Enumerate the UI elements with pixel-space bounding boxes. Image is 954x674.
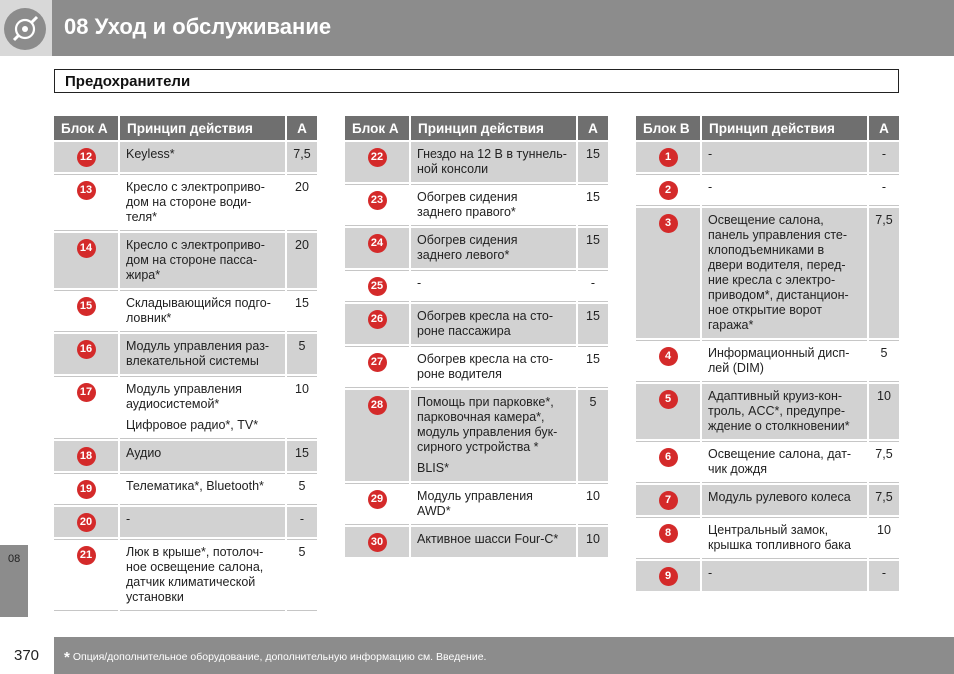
fuse-amperage: 10 [578,483,608,525]
table-header-row [54,116,317,140]
fuse-function-cell [411,346,576,388]
fuse-number-cell [345,483,409,525]
fuse-function: Освещение салона, дат- чик дождя [708,447,852,476]
fuse-number-badge: 14 [77,239,96,258]
fuse-amperage: - [287,507,317,537]
fuse-number-badge: 19 [77,480,96,499]
fuse-amperage: 15 [287,290,317,332]
fuse-amperage: - [869,174,899,206]
fuse-function-cell [120,233,285,288]
fuse-number-badge: 16 [77,340,96,359]
fuse-function-cell [120,334,285,374]
fuse-number-badge: 6 [659,448,678,467]
fuse-number-badge: 1 [659,148,678,167]
fuse-number-badge: 22 [368,148,387,167]
fuse-amperage: 15 [287,441,317,471]
fuse-number-cell [54,334,118,374]
fuse-function: - [708,180,713,194]
page-header [0,0,954,56]
fuse-amperage: 10 [869,384,899,439]
fuse-number-cell [345,270,409,302]
fuse-amperage: 15 [578,346,608,388]
table-row [345,527,608,557]
fuse-amperage: 5 [287,539,317,611]
fuse-function-cell [702,384,867,439]
header-block: Блок B [636,116,700,140]
table-row [54,376,317,439]
fuse-table-block-a-1 [52,114,319,613]
table-row [636,340,899,382]
fuse-number-cell [345,228,409,268]
fuse-function: Адаптивный круиз-кон- троль, ACC*, предупре- ждение о столкновении* [708,389,850,433]
fuse-number-cell [636,340,700,382]
table-row [636,174,899,206]
fuse-function: Кресло с электроприво- дом на стороне пасса- жира* [126,238,265,282]
fuse-number-cell [345,142,409,182]
table-row [636,384,899,439]
page-title: 08 Уход и обслуживание [64,14,332,39]
header-amperage: A [869,116,899,140]
table-row [54,142,317,172]
fuse-number-cell [636,174,700,206]
fuse-function-extra: BLIS* [417,461,449,475]
fuse-function-cell [702,441,867,483]
table-row [636,517,899,559]
fuse-function: Центральный замок, крышка топливного бака [708,523,851,552]
fuse-function: - [126,512,131,526]
fuse-function-cell [702,517,867,559]
fuse-function-cell [702,561,867,591]
fuse-function: - [708,147,713,161]
fuse-number-badge: 9 [659,567,678,586]
fuse-amperage: 10 [578,527,608,557]
table-row [54,290,317,332]
fuse-number-cell [345,184,409,226]
fuse-function: - [708,566,713,580]
fuse-amperage: 15 [578,304,608,344]
fuse-amperage: 15 [578,142,608,182]
fuse-amperage: - [869,142,899,172]
fuse-function: Аудио [126,446,162,460]
fuse-function-cell [411,483,576,525]
fuse-number-cell [54,233,118,288]
table-row [54,507,317,537]
header-amperage: A [578,116,608,140]
fuse-number-cell [636,384,700,439]
header-block: Блок A [54,116,118,140]
fuse-function-cell [120,376,285,439]
table-row [54,473,317,505]
header-function: Принцип действия [411,116,576,140]
fuse-amperage: 5 [287,473,317,505]
fuse-amperage: - [869,561,899,591]
fuse-number-badge: 12 [77,148,96,167]
fuse-function-cell [411,304,576,344]
fuse-amperage: 15 [578,184,608,226]
chapter-side-tab: 08 [0,545,28,617]
fuse-amperage: 5 [578,390,608,481]
table-row [636,561,899,591]
table-row [54,233,317,288]
fuse-number-badge: 30 [368,533,387,552]
fuse-amperage: 20 [287,233,317,288]
fuse-number-cell [636,441,700,483]
table-row [345,270,608,302]
fuse-function: Модуль управления аудиосистемой* [126,382,242,411]
fuse-amperage: 7,5 [869,485,899,515]
fuse-number-cell [636,142,700,172]
fuse-number-badge: 26 [368,310,387,329]
fuse-table-block-b [634,114,901,593]
fuse-function-cell [411,142,576,182]
chapter-logo [0,0,52,56]
fuse-function: Обогрев кресла на сто- роне пассажира [417,309,554,338]
fuse-number-badge: 4 [659,347,678,366]
footnote-star: * [64,649,70,666]
fuse-function: Люк в крыше*, потолоч- ное освещение салона, датчик климатической установки [126,545,264,604]
fuse-amperage: 5 [869,340,899,382]
fuse-function-cell [120,290,285,332]
fuse-number-cell [54,142,118,172]
wrench-gear-icon [4,8,46,50]
fuse-function: Освещение салона, панель управления сте- клоподъемниками в двери водителя, перед- ние кресла с электро- приводом*, дистанцион- ное открытие ворот гаража* [708,213,849,332]
fuse-number-cell [345,390,409,481]
table-row [54,174,317,231]
fuse-function-cell [411,527,576,557]
fuse-function-cell [120,473,285,505]
fuse-number-badge: 25 [368,277,387,296]
fuse-amperage: 7,5 [869,441,899,483]
header-block: Блок A [345,116,409,140]
page-number: 370 [14,647,40,664]
table-row [636,441,899,483]
fuse-function-cell [120,174,285,231]
fuse-number-cell [636,517,700,559]
fuse-number-badge: 24 [368,234,387,253]
fuse-function-cell [702,485,867,515]
table-row [345,142,608,182]
fuse-number-badge: 17 [77,383,96,402]
table-row [345,346,608,388]
header-function: Принцип действия [120,116,285,140]
fuse-number-badge: 18 [77,447,96,466]
fuse-number-cell [54,441,118,471]
fuse-number-badge: 15 [77,297,96,316]
fuse-number-cell [636,561,700,591]
fuse-function: - [417,276,422,290]
fuse-function-cell [411,390,576,481]
table-row [636,485,899,515]
fuse-table-block-a-2 [343,114,610,559]
header-function: Принцип действия [702,116,867,140]
fuse-number-badge: 20 [77,513,96,532]
fuse-number-cell [54,507,118,537]
fuse-function: Информационный дисп- лей (DIM) [708,346,850,375]
fuse-amperage: 20 [287,174,317,231]
fuse-function: Модуль рулевого колеса [708,490,851,504]
fuse-function-cell [120,507,285,537]
fuse-number-cell [54,290,118,332]
fuse-amperage: 15 [578,228,608,268]
fuse-number-cell [345,527,409,557]
fuse-function: Кресло с электроприво- дом на стороне води- теля* [126,180,265,224]
fuse-number-cell [54,539,118,611]
table-row [345,184,608,226]
fuse-number-badge: 27 [368,353,387,372]
fuse-number-badge: 7 [659,491,678,510]
fuse-amperage: 7,5 [869,208,899,338]
fuse-amperage: - [578,270,608,302]
fuse-amperage: 10 [869,517,899,559]
header-amperage: A [287,116,317,140]
fuse-number-badge: 5 [659,390,678,409]
fuse-number-badge: 23 [368,191,387,210]
table-header-row [636,116,899,140]
fuse-function: Keyless* [126,147,175,161]
fuse-number-cell [636,208,700,338]
table-row [636,142,899,172]
fuse-function-cell [411,228,576,268]
fuse-number-badge: 29 [368,490,387,509]
table-row [54,539,317,611]
section-title: Предохранители [54,69,899,93]
fuse-function: Обогрев кресла на сто- роне водителя [417,352,554,381]
fuse-function-extra: Цифровое радио*, TV* [126,418,259,432]
table-row [54,334,317,374]
table-row [54,441,317,471]
fuse-function-cell [411,270,576,302]
fuse-function-cell [120,441,285,471]
fuse-number-cell [345,304,409,344]
fuse-number-badge: 21 [77,546,96,565]
fuse-amperage: 5 [287,334,317,374]
table-row [636,208,899,338]
fuse-function-cell [702,174,867,206]
fuse-function-cell [411,184,576,226]
fuse-number-cell [54,376,118,439]
fuse-function: Модуль управления AWD* [417,489,533,518]
fuse-function-cell [120,142,285,172]
fuse-number-cell [345,346,409,388]
table-row [345,304,608,344]
fuse-function-cell [702,340,867,382]
fuse-function: Модуль управления раз- влекательной системы [126,339,270,368]
fuse-function-cell [120,539,285,611]
fuse-amperage: 10 [287,376,317,439]
table-row [345,390,608,481]
fuse-function: Складывающийся подго- ловник* [126,296,271,325]
fuse-number-cell [54,473,118,505]
fuse-number-badge: 3 [659,214,678,233]
fuse-number-cell [54,174,118,231]
table-row [345,483,608,525]
fuse-function: Обогрев сидения заднего левого* [417,233,518,262]
fuse-function-cell [702,208,867,338]
fuse-number-cell [636,485,700,515]
fuse-number-badge: 13 [77,181,96,200]
footnote-text: Опция/дополнительное оборудование, дополнительную информацию см. Введение. [72,651,487,663]
table-header-row [345,116,608,140]
table-row [345,228,608,268]
fuse-number-badge: 8 [659,524,678,543]
footer-note [54,637,954,674]
fuse-function: Активное шасси Four-C* [417,532,559,546]
fuse-function: Обогрев сидения заднего правого* [417,190,518,219]
fuse-function: Помощь при парковке*, парковочная камера*, модуль управления бук- сирного устройства * [417,395,558,454]
fuse-number-badge: 28 [368,396,387,415]
fuse-function: Гнездо на 12 В в туннель- ной консоли [417,147,567,176]
fuse-amperage: 7,5 [287,142,317,172]
fuse-number-badge: 2 [659,181,678,200]
fuse-function-cell [702,142,867,172]
fuse-function: Телематика*, Bluetooth* [126,479,264,493]
